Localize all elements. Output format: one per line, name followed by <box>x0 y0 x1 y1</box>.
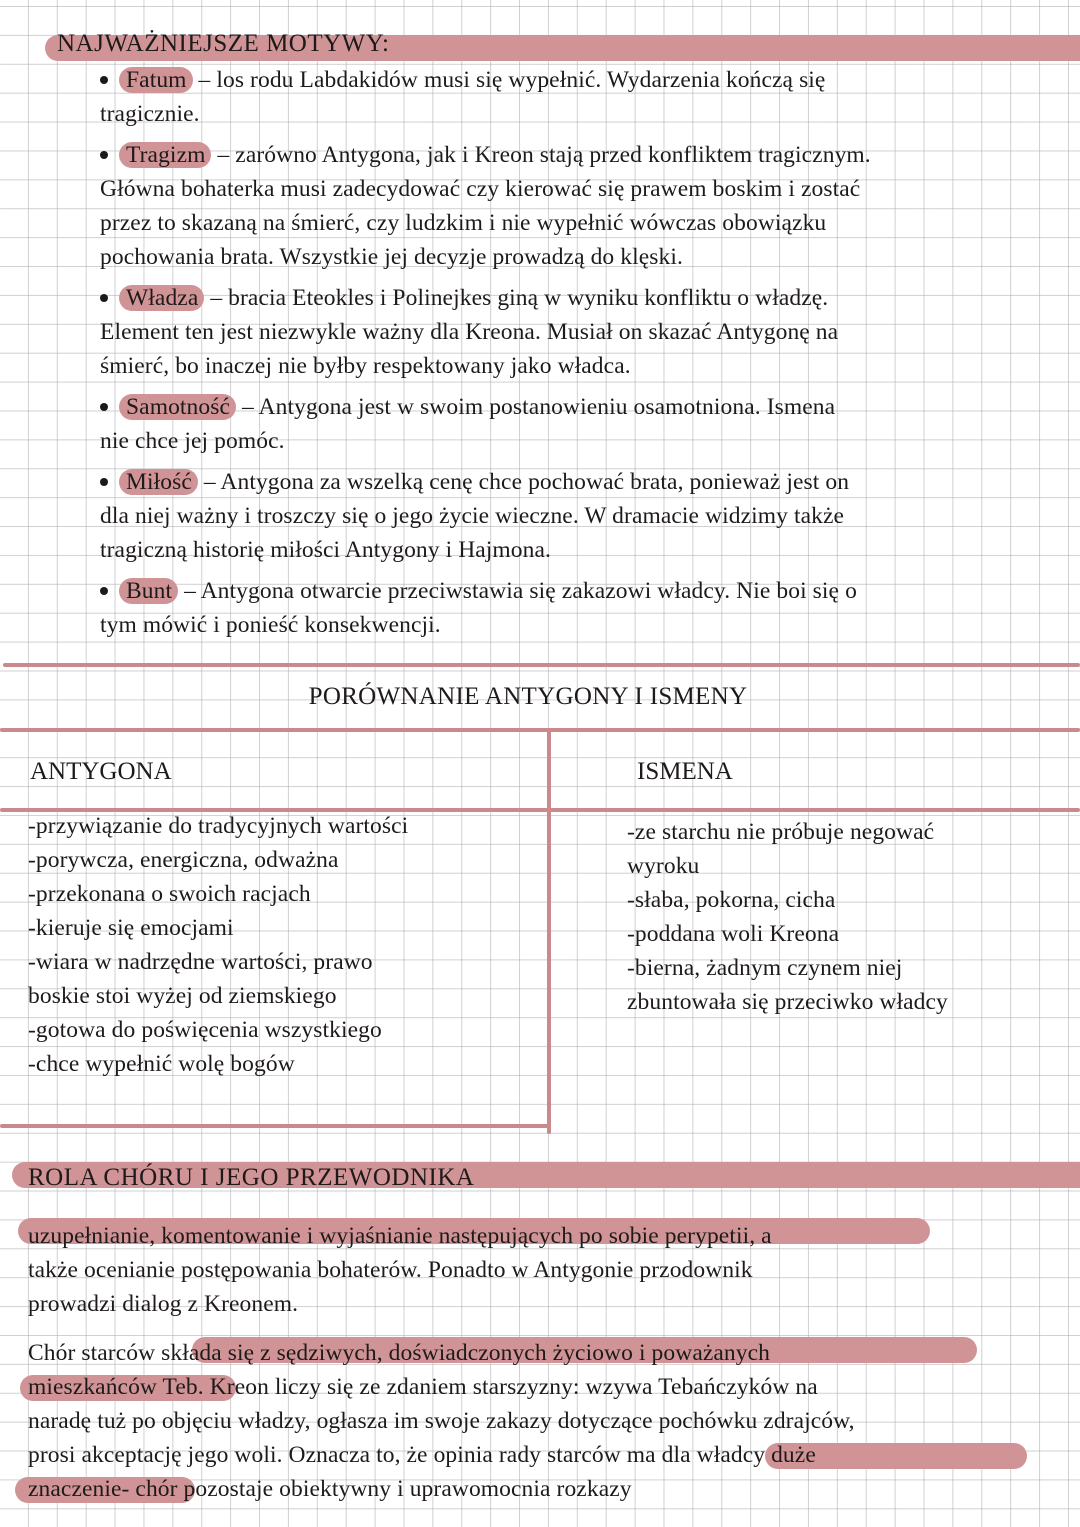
motif-tag: Miłość <box>119 469 198 495</box>
bullet-icon <box>100 294 108 302</box>
bullet-icon <box>100 587 108 595</box>
trait-line: boskie stoi wyżej od ziemskiego <box>28 983 337 1009</box>
motif-item-samotnosc: Samotność – Antygona jest w swoim postanowieniu osamotniona. Ismena nie chce jej pomóc. <box>100 394 836 454</box>
motif-tag: Władza <box>119 285 204 311</box>
chorus-paragraph-1: uzupełnianie, komentowanie i wyjaśnianie następujących po sobie perypetii, a także ocenianie postępowania bohaterów. Ponadto w Antygonie przodownik prowadzi dialog z Kreonem. <box>28 1223 772 1317</box>
trait-line: -porywcza, energiczna, odważna <box>28 847 339 873</box>
column-header-ismena: ISMENA <box>637 758 733 785</box>
chorus-title: ROLA CHÓRU I JEGO PRZEWODNIKA <box>28 1164 475 1191</box>
trait-line: -poddana woli Kreona <box>627 921 840 947</box>
motif-tag: Bunt <box>119 578 178 604</box>
column-header-antygona: ANTYGONA <box>30 758 172 785</box>
motif-item-bunt: Bunt – Antygona otwarcie przeciwstawia się zakazowi władcy. Nie boi się o tym mówić i ponieść konsekwencji. <box>100 578 857 638</box>
motifs-list <box>100 63 1070 642</box>
motif-item-tragizm: Tragizm – zarówno Antygona, jak i Kreon stają przed konfliktem tragicznym. Główna bohaterka musi zadecydować czy kierować się prawem boskim i zostać przez to skazaną na śmierć, czy ludzkim i nie wypełnić wówczas obowiązku pochowania brata. Wszystkie jej decyzje prowadzą do klęski. <box>100 142 871 270</box>
divider-top <box>3 663 1080 667</box>
bullet-icon <box>100 403 108 411</box>
divider-column <box>547 730 551 1134</box>
motifs-title: NAJWAŻNIEJSZE MOTYWY: <box>57 30 390 57</box>
bullet-icon <box>100 76 108 84</box>
trait-line: -wiara w nadrzędne wartości, prawo <box>28 949 373 975</box>
motif-item-milosc: Miłość – Antygona za wszelką cenę chce pochować brata, ponieważ jest on dla niej ważny i troszczy się o jego życie wieczne. W dramacie widzimy także tragiczną historię miłości Antygony i Hajmona. <box>100 469 850 563</box>
trait-line: wyroku <box>627 853 700 879</box>
trait-line: -gotowa do poświęcenia wszystkiego <box>28 1017 382 1043</box>
motif-tag: Fatum <box>119 67 193 93</box>
motif-tag: Tragizm <box>119 142 211 168</box>
motif-item-fatum: Fatum – los rodu Labdakidów musi się wypełnić. Wydarzenia kończą się tragicznie. <box>100 67 826 127</box>
antygona-traits <box>28 809 408 1081</box>
trait-line: -kieruje się emocjami <box>28 915 234 941</box>
chorus-paragraph-2: Chór starców składa się z sędziwych, doświadczonych życiowo i poważanych mieszkańców Teb. Kreon liczy się ze zdaniem starszyzny: wzywa Tebańczyków na naradę tuż po objęciu władzy, ogłasza im swoje zakazy dotyczące pochówku zdrajców, prosi akceptację jego woli. Oznacza to, że opinia rady starców ma dla władcy duże znaczenie- chór pozostaje obiektywny i uprawomocnia rozkazy <box>28 1340 855 1502</box>
comparison-title: PORÓWNANIE ANTYGONY I ISMENY <box>308 683 748 710</box>
bullet-icon <box>100 478 108 486</box>
bullet-icon <box>100 151 108 159</box>
motif-item-wladza: Władza – bracia Eteokles i Polinejkes giną w wyniku konfliktu o władzę. Element ten jest niezwykle ważny dla Kreona. Musiał on skazać Antygonę na śmierć, bo inaczej nie byłby respektowany jako władca. <box>100 285 839 379</box>
trait-line: -bierna, żadnym czynem niej <box>627 955 903 981</box>
divider-table-top <box>0 728 1080 732</box>
trait-line: -ze starchu nie próbuje negować <box>627 819 935 845</box>
trait-line: -przekonana o swoich racjach <box>28 881 311 907</box>
trait-line: zbuntowała się przeciwko władcy <box>627 989 948 1015</box>
ismena-traits <box>627 815 948 1019</box>
trait-line: -przywiązanie do tradycyjnych wartości <box>28 813 409 839</box>
trait-line: -chce wypełnić wolę bogów <box>28 1051 295 1077</box>
divider-table-bottom <box>0 1124 549 1128</box>
motif-tag: Samotność <box>119 394 236 420</box>
trait-line: -słaba, pokorna, cicha <box>627 887 836 913</box>
